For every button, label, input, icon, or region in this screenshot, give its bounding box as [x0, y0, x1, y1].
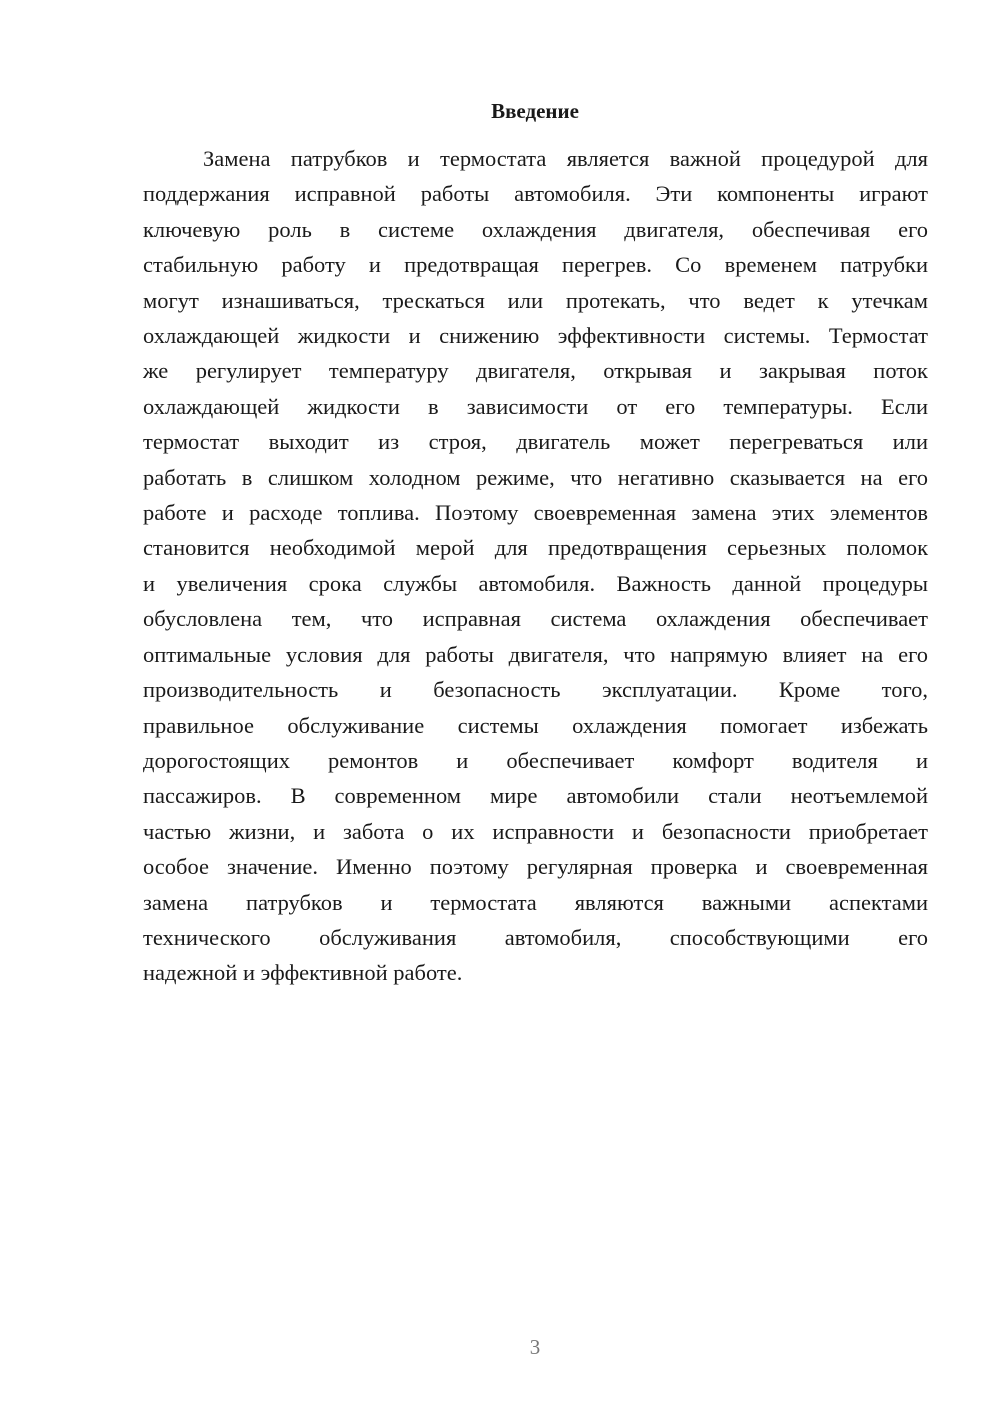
paragraph-line: стабильную работу и предотвращая перегрев. Со временем патрубки — [143, 252, 928, 278]
paragraph-line: же регулирует температуру двигателя, открывая и закрывая поток — [143, 358, 928, 384]
paragraph-line: охлаждающей жидкости в зависимости от его температуры. Если — [143, 393, 928, 419]
paragraph-line: могут изнашиваться, трескаться или протекать, что ведет к утечкам — [143, 287, 928, 313]
paragraph-line: поддержания исправной работы автомобиля. Эти компоненты играют — [143, 181, 928, 207]
paragraph-line: пассажиров. В современном мире автомобили стали неотъемлемой — [143, 783, 928, 809]
paragraph-line: работать в слишком холодном режиме, что негативно сказывается на его — [143, 464, 928, 490]
paragraph-line: Замена патрубков и термостата является важной процедурой для — [203, 146, 928, 171]
paragraph-line: работе и расходе топлива. Поэтому своевременная замена этих элементов — [143, 500, 928, 526]
paragraph-line: надежной и эффективной работе. — [143, 960, 463, 986]
paragraph-line: технического обслуживания автомобиля, способствующими его — [143, 924, 928, 950]
paragraph-line: оптимальные условия для работы двигателя, что напрямую влияет на его — [143, 641, 928, 667]
paragraph-line: частью жизни, и забота о их исправности и безопасности приобретает — [143, 818, 928, 844]
paragraph-line: ключевую роль в системе охлаждения двигателя, обеспечивая его — [143, 216, 928, 242]
paragraph-line: охлаждающей жидкости и снижению эффективности системы. Термостат — [143, 323, 928, 349]
paragraph-line: правильное обслуживание системы охлаждения помогает избежать — [143, 712, 928, 738]
paragraph-line: замена патрубков и термостата являются важными аспектами — [143, 889, 928, 915]
page-number: 3 — [529, 1335, 541, 1359]
section-heading: Введение — [491, 99, 579, 123]
intro-paragraph — [143, 141, 928, 991]
paragraph-line: дорогостоящих ремонтов и обеспечивает комфорт водителя и — [143, 747, 928, 773]
paragraph-line: особое значение. Именно поэтому регулярная проверка и своевременная — [143, 854, 928, 880]
paragraph-line: обусловлена тем, что исправная система охлаждения обеспечивает — [143, 606, 928, 632]
paragraph-line: и увеличения срока службы автомобиля. Важность данной процедуры — [143, 570, 928, 596]
paragraph-line: становится необходимой мерой для предотвращения серьезных поломок — [143, 535, 928, 561]
paragraph-line: производительность и безопасность эксплуатации. Кроме того, — [143, 677, 928, 703]
paragraph-line: термостат выходит из строя, двигатель может перегреваться или — [143, 429, 928, 455]
